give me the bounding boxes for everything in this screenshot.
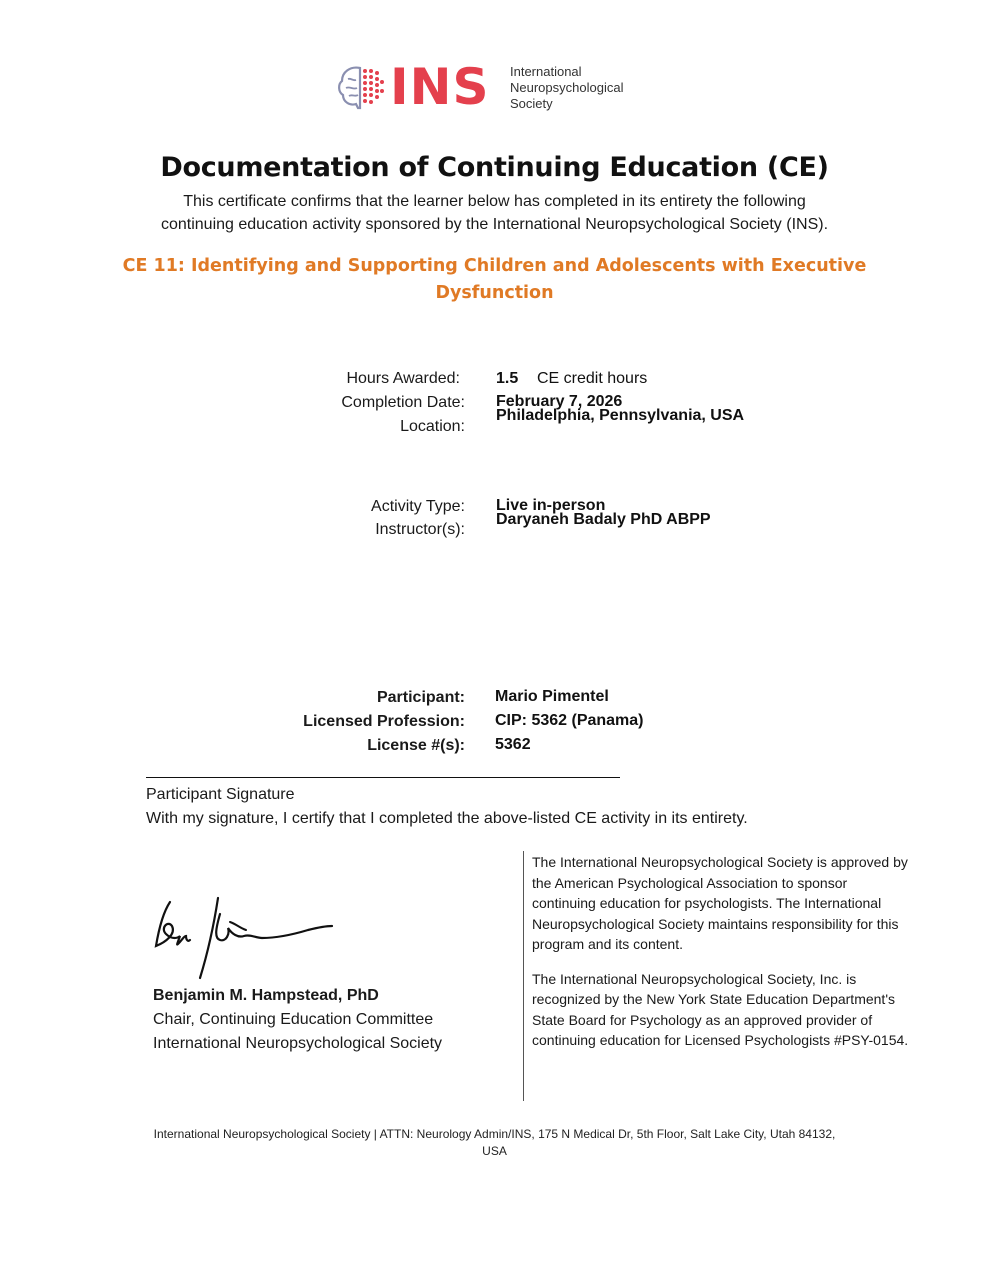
chair-role: Chair, Continuing Education Committee [153,1011,434,1028]
course-title: CE 11: Identifying and Supporting Children and Adolescents with Executive Dysfunction [122,256,867,303]
footer-address: International Neuropsychological Society | ATTN: Neurology Admin/INS, 175 N Medical Dr, 5th Floor, Salt Lake City, Utah 84132, USA [153,1127,836,1158]
signature-label: Participant Signature [146,786,295,803]
completion-date-value: February 7, 2026 [496,393,623,410]
location-value: Philadelphia, Pennsylvania, USA [496,407,745,424]
brain-circuit-icon [336,62,386,112]
license-number-label: License #(s): [367,737,465,754]
participant-signature-line[interactable] [146,777,620,778]
logo-name-line: International [510,64,582,79]
instructor-value: Daryaneh Badaly PhD ABPP [496,511,711,528]
vertical-divider [523,851,524,1101]
document-title: Documentation of Continuing Education (CE) [160,152,829,183]
location-label: Location: [400,418,465,435]
certification-statement: With my signature, I certify that I completed the above-listed CE activity in its entirety. [146,810,748,827]
participant-signature-caption [146,783,748,831]
logo-name-line: Society [510,96,553,111]
license-number-value: 5362 [495,736,531,753]
activity-type-label: Activity Type: [371,498,465,515]
licensed-profession-label: Licensed Profession: [303,713,465,730]
chair-handwritten-signature [148,894,338,984]
hours-unit: CE credit hours [537,370,648,387]
logo-society-name [510,64,670,112]
participant-name: Mario Pimentel [495,688,609,705]
nysed-approval-statement: The International Neuropsychological Society, Inc. is recognized by the New York State Education Department's State Board for Psychology as an approved provider of continuing education for Licensed Psychologists #PSY-0154. [532,970,909,1048]
hours-value: 1.5 [496,370,519,387]
approval-statements [532,852,912,1065]
activity-type-value: Live in-person [496,497,606,514]
logo-name-line: Neuropsychological [510,80,624,95]
chair-name: Benjamin M. Hampstead, PhD [153,987,379,1004]
instructor-label: Instructor(s): [375,521,465,538]
chair-signature-block [153,984,442,1056]
ins-logo [336,58,666,120]
hours-label: Hours Awarded: [346,370,460,387]
chair-organization: International Neuropsychological Society [153,1035,443,1052]
licensed-profession-value: CIP: 5362 (Panama) [495,712,644,729]
completion-date-label: Completion Date: [341,394,465,411]
apa-approval-statement: The International Neuropsychological Society is approved by the American Psychological Association to sponsor continuing education for psychologists. The International Neuropsychological Society maintains responsibility for this program and its content. [532,854,908,952]
intro-text: This certificate confirms that the learner below has completed in its entirety the following continuing education activity sponsored by the International Neuropsychological Society (INS). [160,193,829,233]
participant-label: Participant: [376,689,465,706]
logo-acronym: INS [390,58,490,116]
